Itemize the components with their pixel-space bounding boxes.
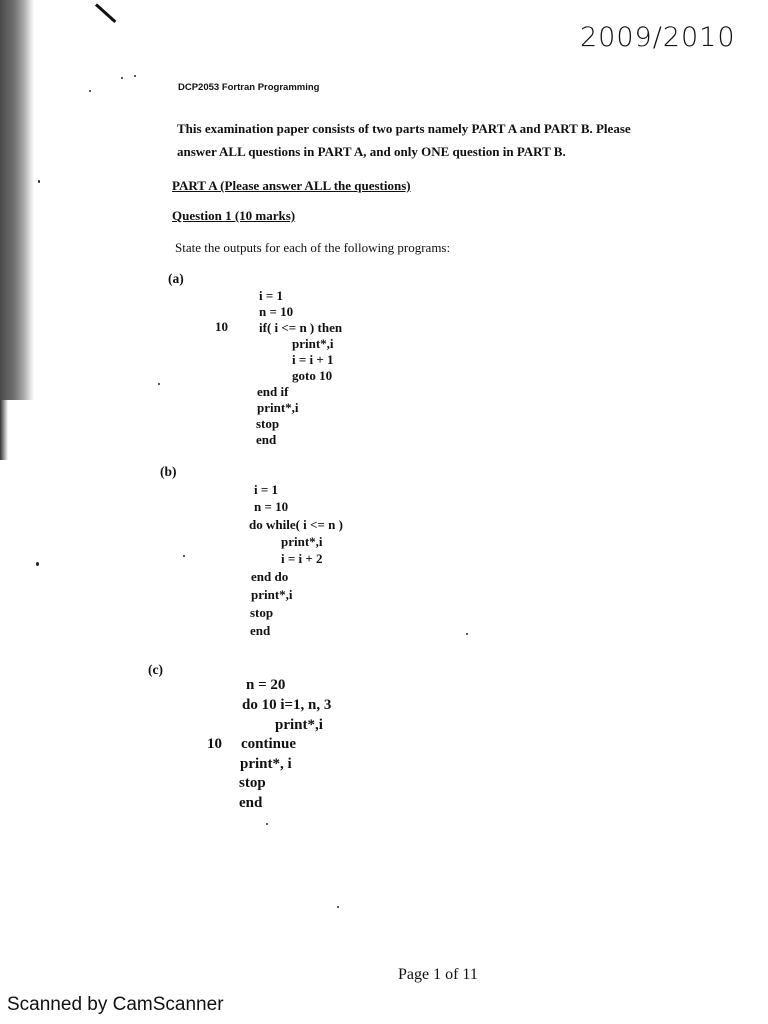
program-b-line: n = 10: [254, 499, 289, 514]
program-c-line: do 10 i=1, n, 3: [242, 697, 332, 713]
program-b-line: i = i + 2: [281, 551, 323, 566]
program-b-line: i = 1: [254, 482, 279, 497]
dust-speck: [36, 562, 39, 566]
dust-speck: [89, 90, 91, 92]
program-a-line: goto 10: [292, 368, 333, 383]
program-a-line: i = 1: [259, 288, 284, 303]
dust-speck: [337, 906, 339, 908]
scan-shadow-edge: [0, 0, 34, 400]
program-c-line: n = 20: [246, 677, 286, 693]
dust-speck: [134, 75, 136, 77]
program-a-statement-label: 10: [215, 319, 228, 334]
program-a-line: if( i <= n ) then: [259, 320, 343, 335]
program-b-label: (b): [160, 464, 177, 479]
program-b-line: end: [250, 623, 271, 638]
program-b-line: print*,i: [281, 534, 323, 549]
program-a-line: print*,i: [257, 400, 299, 415]
question-1-prompt: State the outputs for each of the following programs:: [175, 240, 451, 255]
program-a-label: (a): [168, 271, 184, 286]
program-a-line: n = 10: [259, 304, 294, 319]
instructions-line-2: answer ALL questions in PART A, and only ONE question in PART B.: [177, 144, 566, 159]
program-c-line: print*, i: [240, 756, 292, 772]
dust-speck: [38, 180, 40, 183]
page-number: Page 1 of 11: [398, 966, 478, 983]
instructions-line-1: This examination paper consists of two parts namely PART A and PART B. Please: [177, 121, 631, 136]
program-c-label: (c): [148, 662, 163, 677]
dust-speck: [266, 823, 268, 825]
program-c-line: print*,i: [275, 717, 323, 733]
program-b-line: do while( i <= n ): [249, 517, 343, 532]
program-a-line: stop: [256, 416, 280, 431]
program-c-line: continue: [241, 736, 297, 752]
program-c-statement-label: 10: [207, 736, 222, 752]
program-a-line: end if: [257, 384, 289, 399]
scanner-watermark: Scanned by CamScanner: [7, 994, 224, 1015]
program-b-line: end do: [251, 569, 289, 584]
handwritten-year-annotation: 2009/2010: [580, 22, 736, 53]
program-a-line: print*,i: [292, 336, 334, 351]
dust-speck: [158, 383, 160, 385]
dust-speck: [121, 77, 123, 79]
course-code-header: DCP2053 Fortran Programming: [178, 82, 320, 93]
program-b-line: stop: [250, 605, 274, 620]
part-a-heading: PART A (Please answer ALL the questions): [172, 178, 411, 193]
program-b-line: print*,i: [251, 587, 293, 602]
scan-shadow-edge-lower: [0, 400, 8, 460]
question-1-heading: Question 1 (10 marks): [172, 208, 296, 223]
dust-speck: [466, 633, 468, 635]
program-c-line: stop: [239, 775, 266, 791]
program-c-line: end: [239, 795, 263, 811]
dust-speck: [183, 555, 185, 557]
program-a-line: i = i + 1: [292, 352, 334, 367]
program-a-line: end: [256, 432, 277, 447]
pen-stroke-mark: [95, 3, 116, 23]
